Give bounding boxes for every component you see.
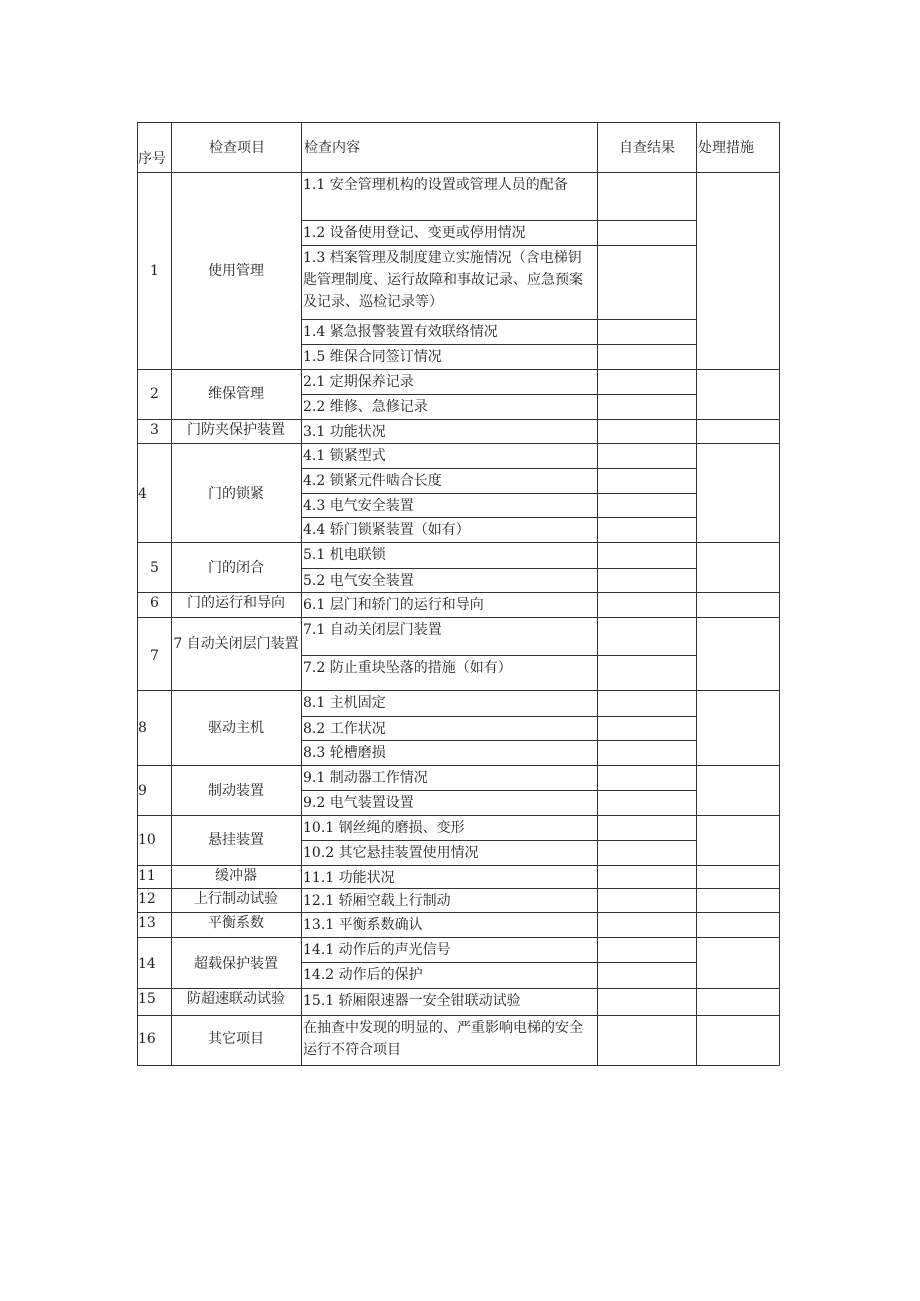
row-item: 门防夹保护装置	[187, 422, 285, 438]
row-content: 9.1 制动器工作情况	[303, 770, 428, 786]
row-seq: 14	[138, 956, 156, 972]
row-content: 8.2 工作状况	[303, 721, 386, 737]
content-subrow-divider	[301, 790, 696, 791]
row-item: 门的闭合	[208, 560, 264, 576]
row-content: 1.3 档案管理及制度建立实施情况（含电梯钥匙管理制度、运行故障和事故记录、应急预案及记录、巡检记录等）	[303, 250, 583, 310]
header-result: 自查结果	[619, 140, 675, 156]
row-seq: 15	[138, 991, 156, 1007]
row-content: 4.1 锁紧型式	[303, 448, 386, 464]
row-item: 制动装置	[208, 783, 264, 799]
row-content: 5.2 电气安全装置	[303, 573, 414, 589]
row-divider	[137, 443, 780, 444]
row-seq: 4	[138, 486, 147, 502]
content-subrow-divider	[301, 319, 696, 320]
row-seq: 3	[150, 422, 159, 438]
row-content: 在抽查中发现的明显的、严重影响电梯的安全运行不符合项目	[303, 1020, 583, 1058]
col-rule-seq	[171, 122, 172, 1066]
row-seq: 7	[150, 648, 159, 664]
row-content: 2.1 定期保养记录	[303, 374, 414, 390]
header-measure: 处理措施	[698, 140, 754, 156]
row-seq: 13	[138, 915, 156, 931]
row-seq: 8	[138, 720, 147, 736]
header-divider	[137, 172, 780, 173]
content-subrow-divider	[301, 493, 696, 494]
row-content: 4.4 轿门锁紧装置（如有）	[303, 522, 470, 538]
content-subrow-divider	[301, 394, 696, 395]
row-seq: 2	[150, 386, 159, 402]
row-content: 12.1 轿厢空载上行制动	[303, 893, 451, 909]
row-seq: 5	[150, 560, 159, 576]
row-content: 7.2 防止重块坠落的措施（如有）	[303, 660, 512, 676]
row-content: 1.1 安全管理机构的设置或管理人员的配备	[303, 177, 568, 193]
row-content: 2.2 维修、急修记录	[303, 399, 428, 415]
row-content: 4.2 锁紧元件啮合长度	[303, 473, 442, 489]
row-content: 4.3 电气安全装置	[303, 498, 414, 514]
row-divider	[137, 690, 780, 691]
row-content: 8.1 主机固定	[303, 695, 386, 711]
content-subrow-divider	[301, 245, 696, 246]
row-divider	[137, 765, 780, 766]
row-content: 8.3 轮槽磨损	[303, 745, 386, 761]
row-item: 门的运行和导向	[187, 595, 285, 611]
col-rule-content	[597, 122, 598, 1066]
row-item: 7 自动关闭层门装置	[173, 636, 299, 652]
row-item: 门的锁紧	[208, 486, 264, 502]
content-subrow-divider	[301, 568, 696, 569]
row-divider	[137, 542, 780, 543]
row-divider	[137, 1015, 780, 1016]
row-content: 5.1 机电联锁	[303, 547, 386, 563]
row-content: 1.2 设备使用登记、变更或停用情况	[303, 225, 526, 241]
row-seq: 1	[150, 263, 159, 279]
content-subrow-divider	[301, 962, 696, 963]
content-subrow-divider	[301, 740, 696, 741]
row-item: 上行制动试验	[194, 891, 278, 907]
row-item: 缓冲器	[215, 868, 257, 884]
col-rule-right	[779, 122, 780, 1066]
row-item: 悬挂装置	[208, 832, 264, 848]
row-item: 驱动主机	[208, 720, 264, 736]
content-subrow-divider	[301, 468, 696, 469]
row-divider	[137, 937, 780, 938]
table-border-top	[137, 122, 780, 123]
row-seq: 16	[138, 1031, 156, 1047]
row-content: 1.5 维保合同签订情况	[303, 349, 442, 365]
row-item: 其它项目	[208, 1031, 264, 1047]
row-item: 超载保护装置	[194, 956, 278, 972]
content-subrow-divider	[301, 517, 696, 518]
row-item: 防超速联动试验	[187, 991, 285, 1007]
row-content: 10.1 钢丝绳的磨损、变形	[303, 820, 465, 836]
col-rule-result	[696, 122, 697, 1066]
row-divider	[137, 369, 780, 370]
row-divider	[137, 617, 780, 618]
content-subrow-divider	[301, 840, 696, 841]
row-content: 6.1 层门和轿门的运行和导向	[303, 597, 484, 613]
row-content: 3.1 功能状况	[303, 424, 386, 440]
row-content: 10.2 其它悬挂装置使用情况	[303, 845, 479, 861]
row-item: 使用管理	[208, 263, 264, 279]
row-seq: 6	[150, 595, 159, 611]
content-subrow-divider	[301, 655, 696, 656]
row-seq: 11	[138, 868, 156, 884]
content-subrow-divider	[301, 716, 696, 717]
row-seq: 12	[138, 891, 156, 907]
header-item: 检查项目	[209, 140, 265, 156]
header-seq: 序号	[138, 151, 166, 167]
row-content: 15.1 轿厢限速器一安全钳联动试验	[303, 993, 521, 1009]
col-rule-item	[301, 122, 302, 1066]
row-divider	[137, 1065, 780, 1066]
row-item: 维保管理	[208, 386, 264, 402]
row-content: 14.1 动作后的声光信号	[303, 942, 451, 958]
row-seq: 10	[138, 832, 156, 848]
row-item: 平衡系数	[208, 915, 264, 931]
header-content: 检查内容	[304, 140, 360, 156]
content-subrow-divider	[301, 220, 696, 221]
row-content: 13.1 平衡系数确认	[303, 917, 423, 933]
row-content: 11.1 功能状况	[303, 870, 395, 886]
content-subrow-divider	[301, 344, 696, 345]
row-content: 9.2 电气装置设置	[303, 795, 414, 811]
row-content: 7.1 自动关闭层门装置	[303, 622, 442, 638]
row-content: 1.4 紧急报警装置有效联络情况	[303, 324, 498, 340]
row-content: 14.2 动作后的保护	[303, 967, 423, 983]
row-seq: 9	[138, 783, 147, 799]
row-divider	[137, 815, 780, 816]
